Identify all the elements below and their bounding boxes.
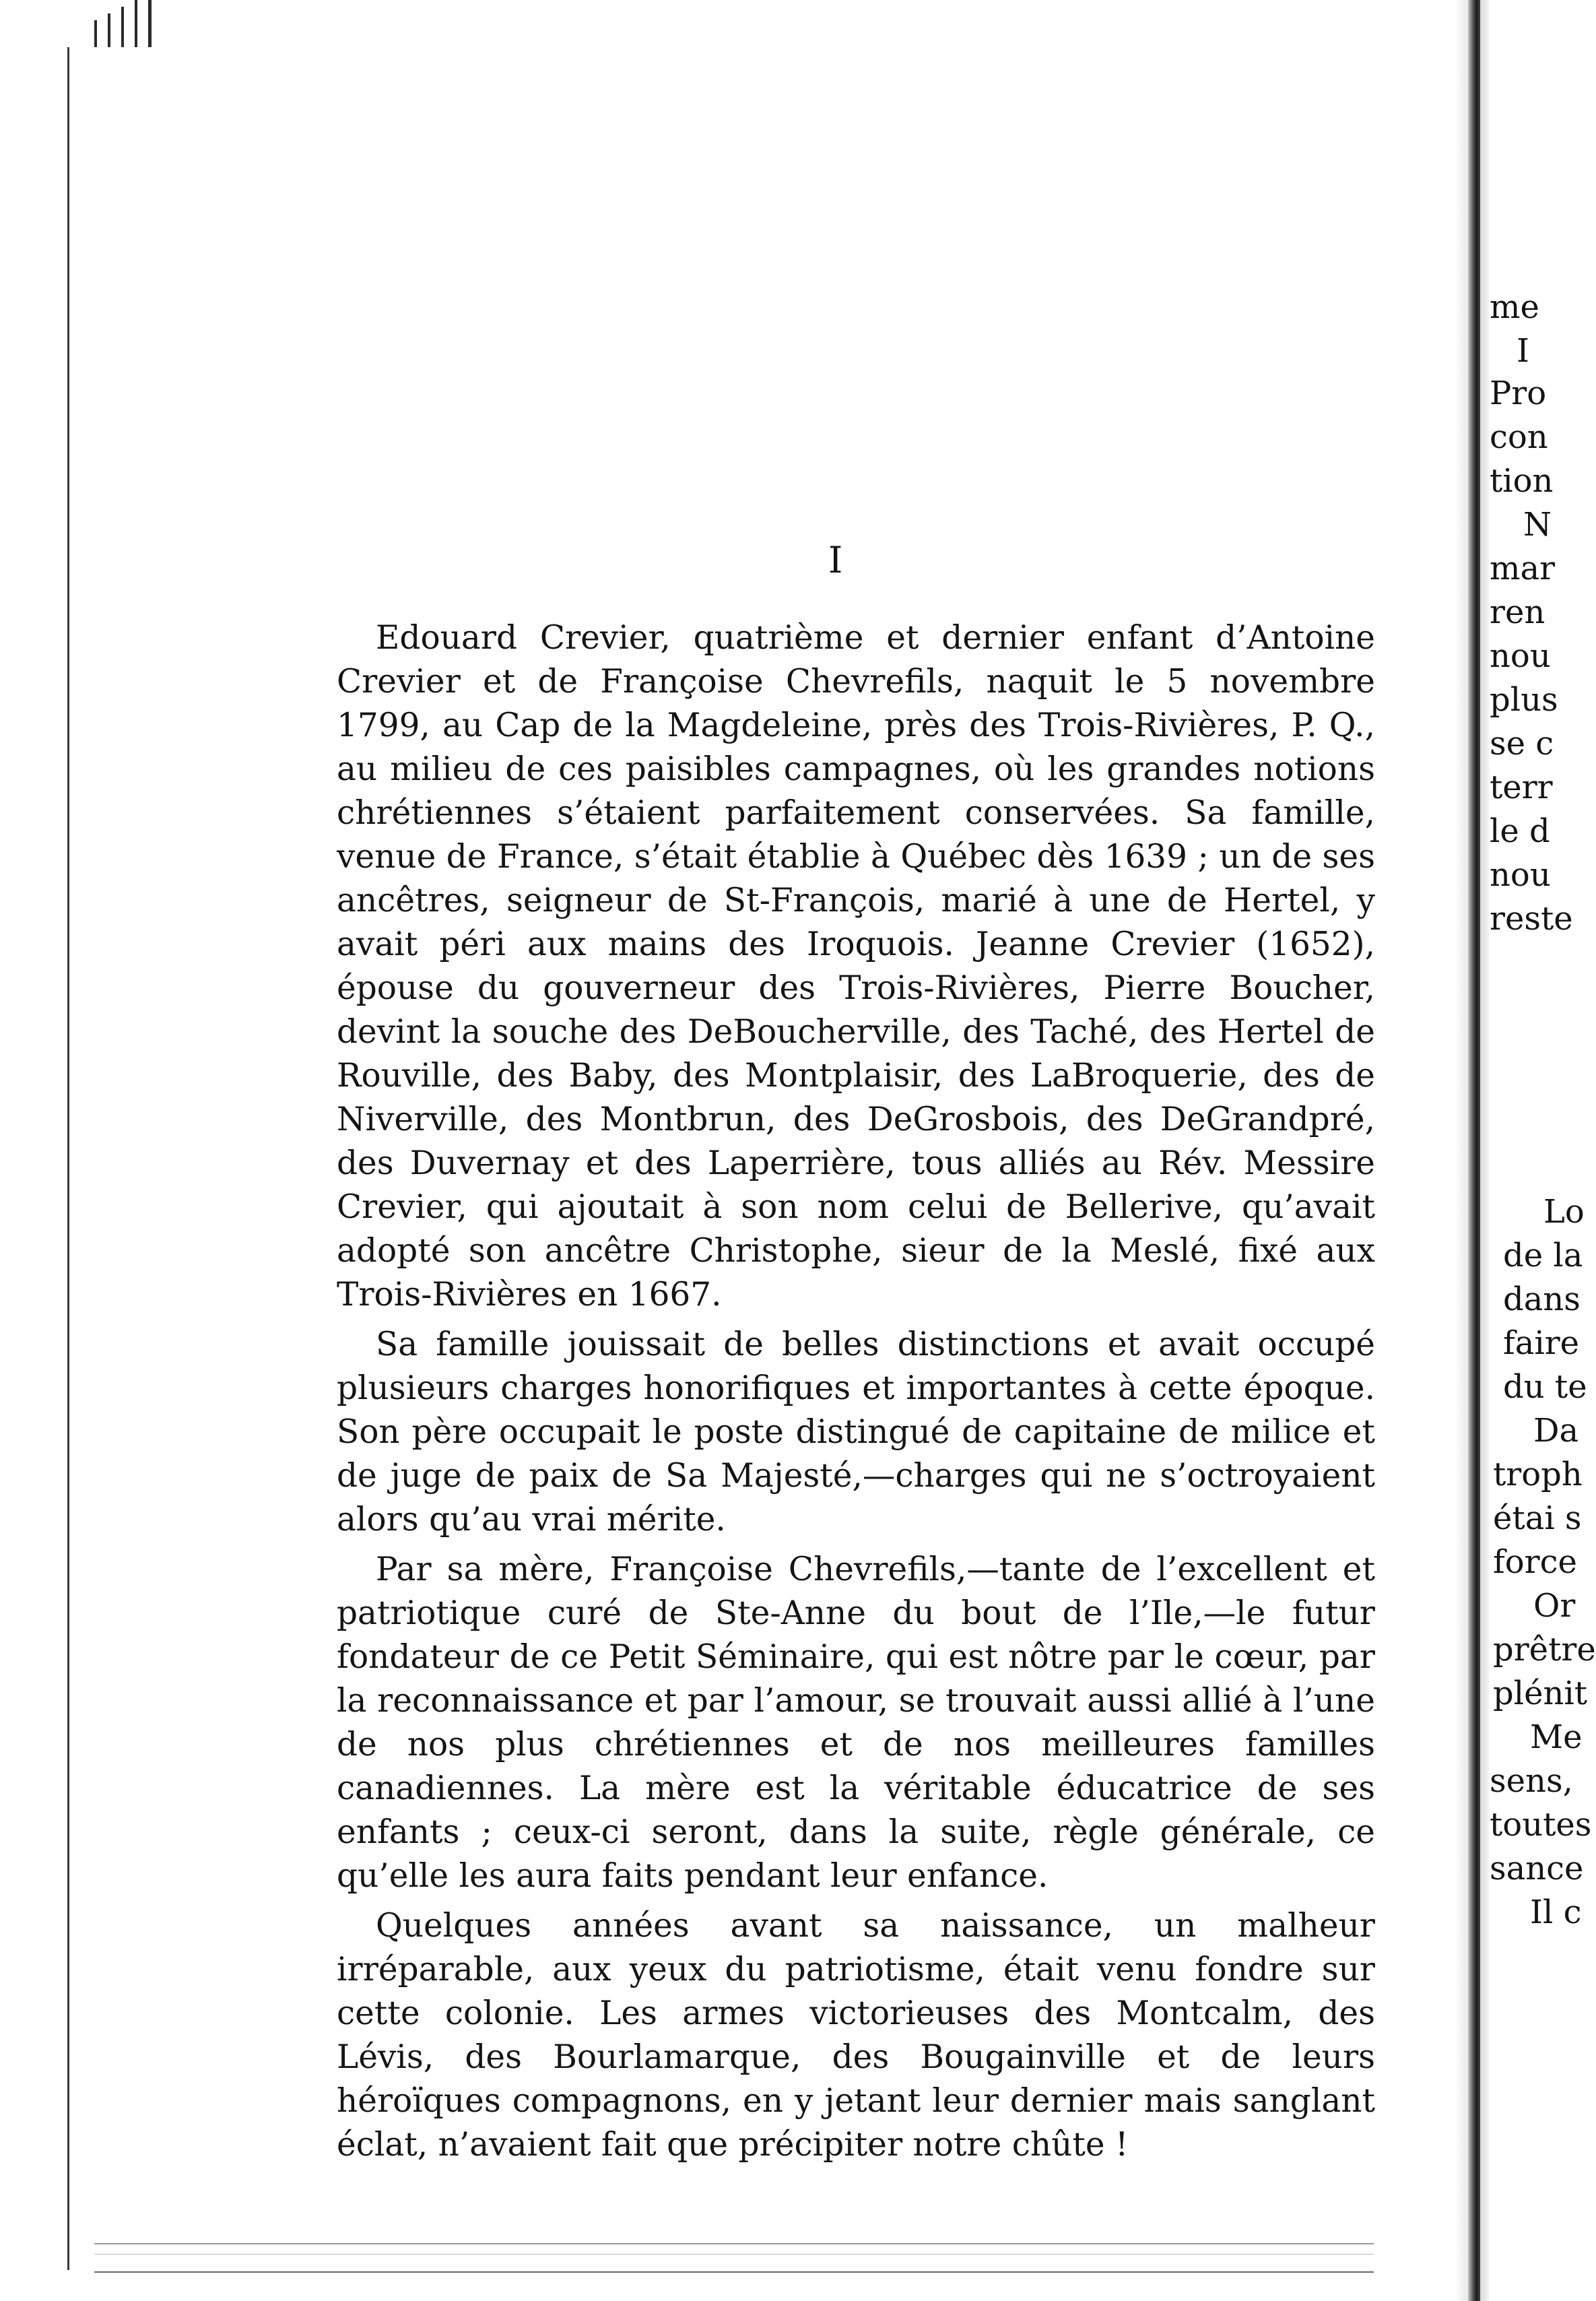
right-fragment: reste [1490, 900, 1573, 938]
right-fragment: plus [1490, 681, 1558, 719]
right-fragment: troph [1493, 1456, 1583, 1493]
right-fragment: Lo [1543, 1193, 1585, 1231]
right-fragment: Da [1533, 1412, 1579, 1450]
right-fragment: ren [1490, 593, 1545, 631]
right-fragment: Or [1533, 1587, 1576, 1625]
right-fragment: de la [1503, 1237, 1583, 1274]
chapter-heading: I [828, 539, 844, 581]
right-fragment: du te [1503, 1368, 1587, 1406]
book-gutter [1468, 0, 1480, 2301]
right-fragment: terr [1490, 769, 1553, 806]
paragraph: Quelques années avant sa naissance, un malheur irréparable, aux yeux du patriotisme, était venu fondre sur cette colonie. Les armes victorieuses des Montcalm, des Lévis, des Bourlamarque, des Bougainville et de leurs héroïques compagnons, en y jetant leur dernier mais sanglant éclat, n’avaient fait que précipiter notre chûte ! [337, 1907, 1375, 2164]
right-fragment: faire [1503, 1324, 1580, 1362]
right-fragment: plénit [1493, 1675, 1588, 1712]
right-fragment: N [1523, 506, 1552, 544]
right-page-edge [1480, 0, 1490, 2301]
right-page-partial [1490, 0, 1596, 2301]
right-fragment: con [1490, 418, 1548, 456]
right-fragment: étai s [1493, 1499, 1582, 1537]
body-text [337, 616, 1375, 2173]
paragraph: Sa famille jouissait de belles distinctions et avait occupé plusieurs charges honorifiques et importantes à cette époque. Son père occupait le poste distingué de capitaine de milice et de juge de paix de Sa Majesté,—charges qui ne s’octroyaient alors qu’au vrai mérite. [337, 1326, 1375, 1538]
right-fragment: I [1517, 332, 1529, 370]
right-fragment: sens, [1490, 1762, 1573, 1800]
right-fragment: mar [1490, 550, 1556, 587]
gutter-shadow [1455, 0, 1468, 2301]
right-fragment: Il c [1530, 1893, 1582, 1931]
paragraph: Edouard Crevier, quatrième et dernier enfant d’Antoine Crevier et de Françoise Chevrefils, naquit le 5 novembre 1799, au Cap de la Magdeleine, près des Trois-Rivières, P. Q., au milieu de ces paisibles campagnes, où les grandes notions chrétiennes s’étaient parfaitement conservées. Sa famille, venue de France, s’était établie à Québec dès 1639 ; un de ses ancêtres, seigneur de St-François, marié à une de Hertel, y avait péri aux mains des Iroquois. Jeanne Crevier (1652), épouse du gouverneur des Trois-Rivières, Pierre Boucher, devint la souche des DeBoucherville, des Taché, des Hertel de Rouville, des Baby, des Montplaisir, des LaBroquerie, des de Niverville, des Montbrun, des DeGrosbois, des DeGrandpré, des Duvernay et des Laperrière, tous alliés au Rév. Messire Crevier, qui ajoutait à son nom celui de Bellerive, qu’avait adopté son ancêtre Christophe, sieur de la Meslé, fixé aux Trois-Rivières en 1667. [337, 619, 1375, 1314]
right-fragment: nou [1490, 856, 1551, 894]
right-fragment: sance [1490, 1850, 1584, 1887]
bottom-page-stack [94, 2243, 1374, 2273]
right-fragment: Pro [1490, 375, 1547, 412]
right-fragment: toutes [1490, 1806, 1592, 1844]
right-fragment: force [1493, 1543, 1577, 1581]
right-fragment: nou [1490, 637, 1551, 675]
right-fragment: prêtre [1493, 1631, 1596, 1668]
paragraph: Par sa mère, Françoise Chevrefils,—tante de l’excellent et patriotique curé de Ste-Anne du bout de l’Ile,—le futur fondateur de ce Petit Séminaire, qui est nôtre par le cœur, par la reconnaissance et par l’amour, se trouvait aussi allié à l’une de nos plus chrétiennes et de nos meilleures familles canadiennes. La mère est la véritable éducatrice de ses enfants ; ceux-ci seront, dans la suite, règle générale, ce qu’elle les aura faits pendant leur enfance. [337, 1551, 1375, 1895]
right-fragment: le d [1490, 812, 1550, 850]
right-fragment: me [1490, 288, 1539, 326]
right-fragment: dans [1503, 1281, 1581, 1318]
right-fragment: tion [1490, 462, 1554, 500]
right-fragment: se c [1490, 725, 1554, 763]
right-fragment: Me [1530, 1718, 1583, 1756]
